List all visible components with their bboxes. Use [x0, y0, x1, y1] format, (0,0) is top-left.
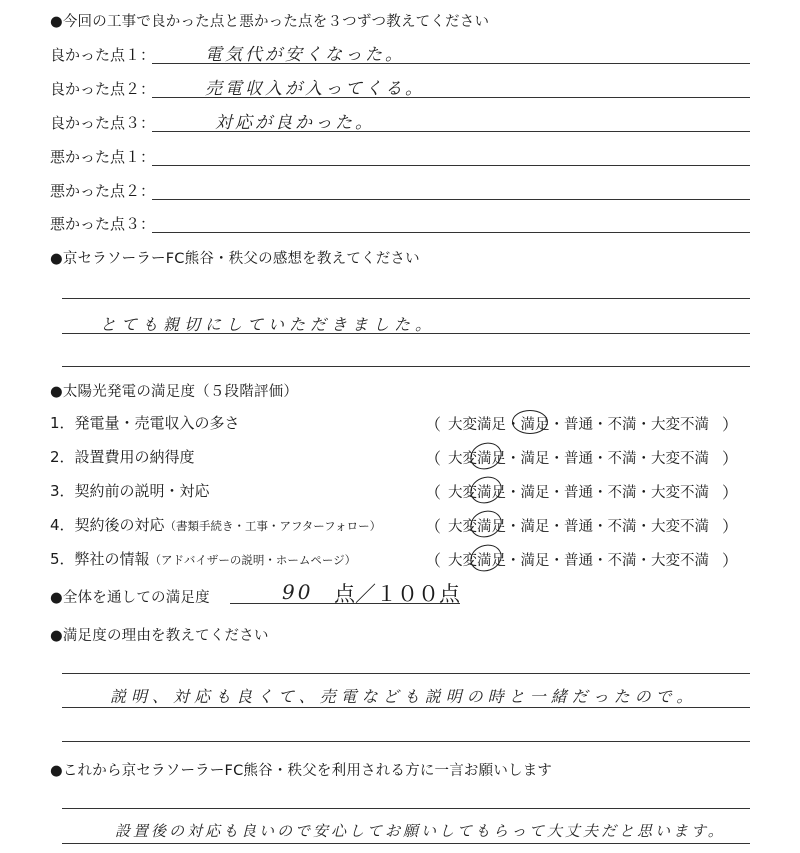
bad-point-2-label: 悪かった点２： [50, 182, 156, 200]
paren-open: （ [425, 483, 442, 502]
answer-line [62, 673, 750, 674]
paren-open: （ [425, 551, 442, 570]
overall-score: 90 [282, 580, 314, 604]
good-point-2-label: 良かった点２： [50, 80, 156, 98]
score-underline [230, 603, 460, 604]
question-5-heading: ●満足度の理由を教えてください [50, 628, 269, 644]
rating-row-2 [50, 446, 750, 470]
rating-row-3 [50, 480, 750, 504]
rating-label: 1．発電量・売電収入の多さ [50, 414, 240, 432]
rating-options: 大変満足・満足・普通・不満・大変不満 [448, 519, 709, 535]
rating-row-5 [50, 548, 750, 572]
answer-line [62, 366, 750, 367]
rating-options: 大変満足・満足・普通・不満・大変不満 [448, 485, 709, 501]
rating-options: 大変満足・満足・普通・不満・大変不満 [448, 417, 709, 433]
question-1-heading: ●今回の工事で良かった点と悪かった点を３つずつ教えてください [50, 14, 490, 30]
good-point-3-label: 良かった点３： [50, 114, 156, 132]
answer-line [62, 333, 750, 334]
selected-circle-mark [467, 540, 506, 575]
rating-label: 4．契約後の対応（書類手続き・工事・アフターフォロー） [50, 516, 382, 534]
paren-close: ） [722, 415, 739, 434]
answer-line [152, 232, 750, 233]
rating-options: 大変満足・満足・普通・不満・大変不満 [448, 451, 709, 467]
question-6-heading: ●これから京セラソーラーFC熊谷・秩父を利用される方に一言お願いします [50, 763, 553, 779]
answer-line [152, 131, 750, 132]
paren-open: （ [425, 517, 442, 536]
paren-close: ） [722, 449, 739, 468]
good-point-1-label: 良かった点１： [50, 46, 156, 64]
answer-line [152, 97, 750, 98]
rating-row-4 [50, 514, 750, 538]
rating-label: 3．契約前の説明・対応 [50, 482, 210, 500]
selected-circle-mark [467, 438, 506, 473]
answer-line [152, 63, 750, 64]
answer-line [62, 808, 750, 809]
paren-open: （ [425, 449, 442, 468]
question-2-heading: ●京セラソーラーFC熊谷・秩父の感想を教えてください [50, 251, 420, 267]
impression-answer: とても親切にしていただきました。 [100, 315, 437, 334]
answer-line [62, 741, 750, 742]
good-point-2-answer: 売電収入が入ってくる。 [205, 79, 425, 99]
answer-line [62, 298, 750, 299]
rating-label: 2．設置費用の納得度 [50, 448, 195, 466]
paren-close: ） [722, 517, 739, 536]
question-3-heading: ●太陽光発電の満足度（５段階評価） [50, 384, 299, 400]
reason-answer: 説明、対応も良くて、売電なども説明の時と一緒だったので。 [110, 687, 698, 706]
rating-row-1 [50, 412, 750, 436]
paren-open: （ [425, 415, 442, 434]
selected-circle-mark [467, 506, 506, 541]
good-point-3-answer: 対応が良かった。 [215, 113, 375, 133]
score-suffix: 点／１００点 [334, 582, 460, 606]
selected-circle-mark [512, 410, 548, 434]
bad-point-1-label: 悪かった点１： [50, 148, 156, 166]
selected-circle-mark [467, 472, 506, 507]
bad-point-3-label: 悪かった点３： [50, 215, 156, 233]
question-4-heading: ●全体を通しての満足度 [50, 590, 210, 606]
paren-close: ） [722, 551, 739, 570]
rating-label: 5．弊社の情報（アドバイザーの説明・ホームページ） [50, 550, 357, 568]
good-point-1-answer: 電気代が安くなった。 [205, 45, 405, 65]
paren-close: ） [722, 483, 739, 502]
answer-line [152, 165, 750, 166]
rating-options: 大変満足・満足・普通・不満・大変不満 [448, 553, 709, 569]
answer-line [62, 843, 750, 844]
answer-line [152, 199, 750, 200]
message-answer: 設置後の対応も良いので安心してお願いしてもらって大丈夫だと思います。 [115, 822, 726, 840]
answer-line [62, 707, 750, 708]
